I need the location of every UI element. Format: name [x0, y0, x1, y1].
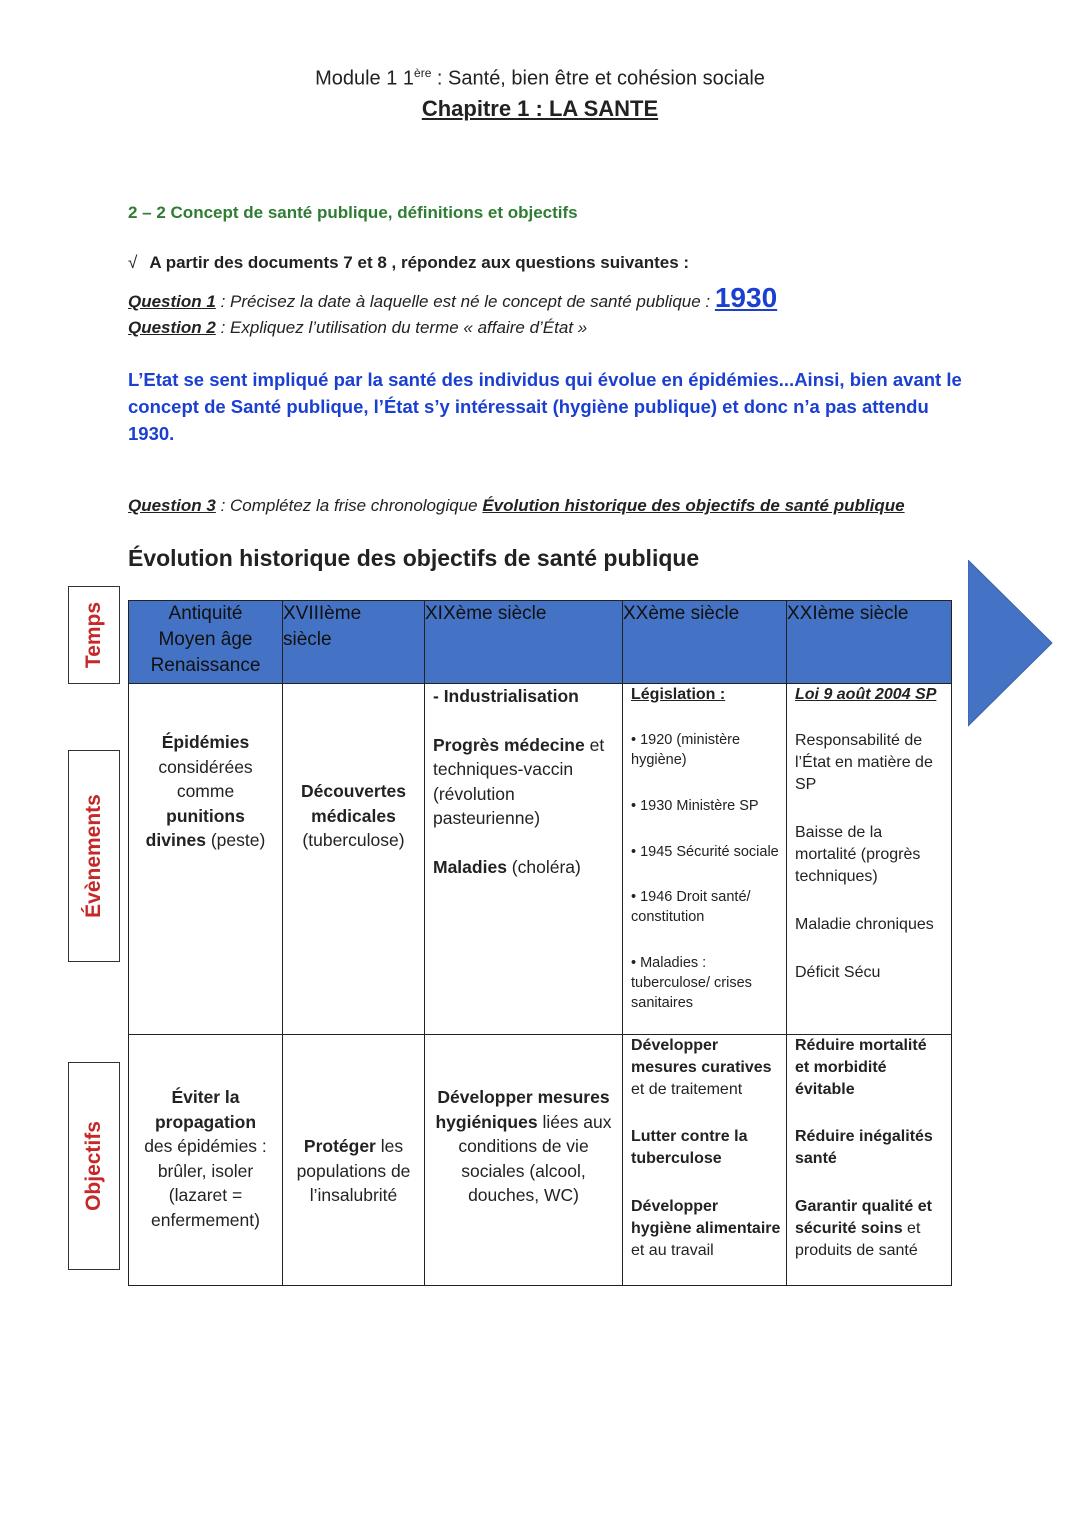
instruction: √ A partir des documents 7 et 8 , répondez aux questions suivantes :: [128, 253, 690, 272]
period-20: XXème siècle: [623, 601, 787, 684]
objective-cell-2: Protéger les populations de l’insalubrité: [283, 1035, 425, 1286]
side-label-evenements: Évènements: [68, 750, 120, 962]
question-2: Question 2 : Expliquez l’utilisation du terme « affaire d’État »: [128, 318, 588, 337]
objective-cell-3: Développer mesures hygiéniques liées aux conditions de vie sociales (alcool, douches, WC): [425, 1035, 623, 1286]
objective-cell-4: Développer mesures curatives et de traitement Lutter contre la tuberculose Développer hygiène alimentaire et au travail: [623, 1035, 787, 1286]
event-cell-2: Découvertes médicales (tuberculose): [283, 684, 425, 1035]
objectives-row: [129, 1035, 952, 1286]
module-title: Module 1 1ère : Santé, bien être et cohésion sociale: [315, 66, 765, 90]
timeline-table: [128, 600, 951, 1285]
events-row: [129, 684, 952, 1035]
side-label-temps: Temps: [68, 586, 120, 684]
period-18: XVIIIème siècle: [283, 601, 425, 684]
time-row: [129, 601, 952, 684]
event-cell-1: Épidémies considérées comme punitions divines (peste): [129, 684, 283, 1035]
answer-paragraph: L’Etat se sent impliqué par la santé des individus qui évolue en épidémies...Ainsi, bien avant le concept de Santé publique, l’État s’y intéressait (hygiène publique) et donc n’a pas attendu 1930.: [128, 369, 962, 444]
event-cell-5: Loi 9 août 2004 SP Responsabilité de l’État en matière de SP Baisse de la mortalité (progrès techniques) Maladie chroniques Déficit Sécu: [787, 684, 952, 1035]
objective-cell-5: Réduire mortalité et morbidité évitable Réduire inégalités santé Garantir qualité et sécurité soins et produits de santé: [787, 1035, 952, 1286]
section-title: 2 – 2 Concept de santé publique, définitions et objectifs: [128, 203, 578, 222]
chapter-title: Chapitre 1 : LA SANTE: [421, 96, 659, 121]
question-3: Question 3 : Complétez la frise chronologique Évolution historique des objectifs de santé publique: [128, 496, 905, 515]
question-1-answer: 1930: [714, 282, 778, 313]
period-21: XXIème siècle: [787, 601, 952, 684]
timeline-arrow-icon: [968, 560, 1058, 730]
frise-heading: Évolution historique des objectifs de santé publique: [128, 545, 700, 571]
event-cell-4: Législation : • 1920 (ministère hygiène) • 1930 Ministère SP • 1945 Sécurité sociale • 1946 Droit santé/ constitution • Maladies : tuberculose/ crises sanitaires: [623, 684, 787, 1035]
period-antiquite: Antiquité Moyen âge Renaissance: [129, 601, 283, 684]
question-1: Question 1 : Précisez la date à laquelle est né le concept de santé publique : 1930: [128, 282, 778, 313]
period-19: XIXème siècle: [425, 601, 623, 684]
objective-cell-1: Éviter la propagation des épidémies : brûler, isoler (lazaret = enfermement): [129, 1035, 283, 1286]
side-label-objectifs: Objectifs: [68, 1062, 120, 1270]
check-icon: √: [128, 253, 138, 272]
event-cell-3: - Industrialisation Progrès médecine et techniques-vaccin (révolution pasteurienne) Maladies (choléra): [425, 684, 623, 1035]
